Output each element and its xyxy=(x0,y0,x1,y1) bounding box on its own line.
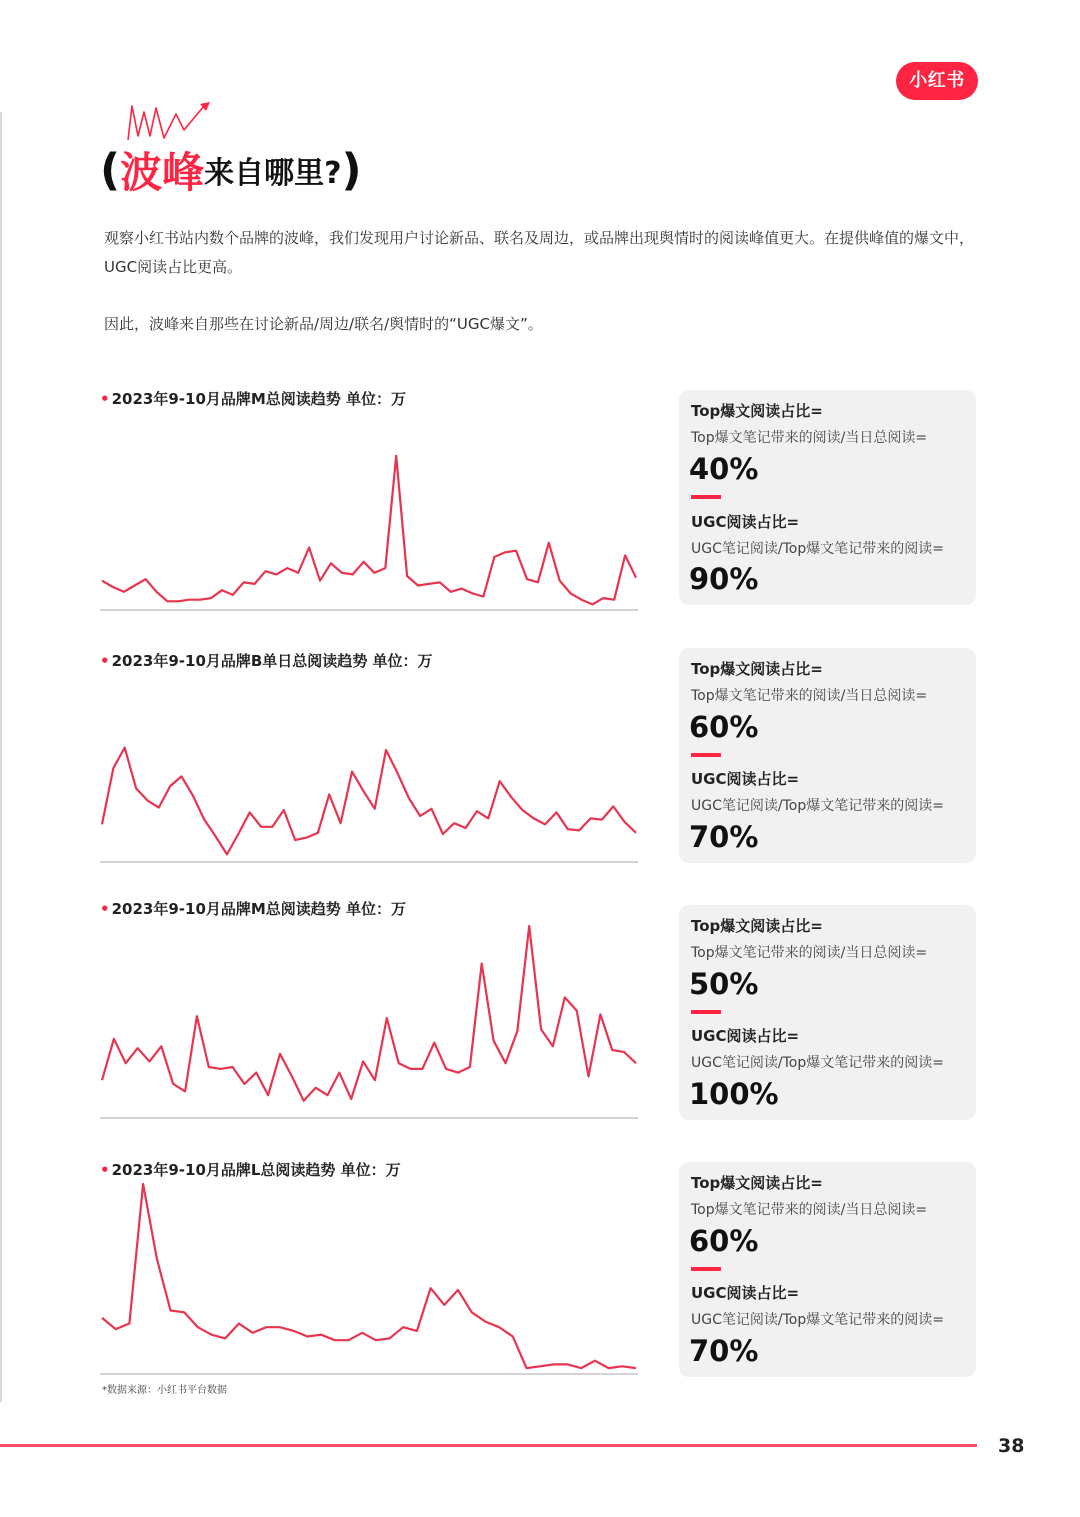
left-rule xyxy=(0,112,2,1402)
chart-title-text: 2023年9-10月品牌M总阅读趋势 单位：万 xyxy=(111,390,407,408)
title-highlight: 波峰 xyxy=(120,148,205,197)
intro-paragraph-2: 因此，波峰来自那些在讨论新品/周边/联名/舆情时的“UGC爆文”。 xyxy=(104,315,543,333)
title-open-paren: ( xyxy=(100,144,121,196)
data-source-note: *数据来源：小红书平台数据 xyxy=(102,1385,227,1396)
bullet-dot-icon: • xyxy=(100,1161,110,1179)
wave-arrow-icon xyxy=(122,100,222,144)
top-ratio-label: Top爆文阅读占比= xyxy=(691,660,823,678)
top-ratio-label: Top爆文阅读占比= xyxy=(691,917,823,935)
chart-title-text: 2023年9-10月品牌M总阅读趋势 单位：万 xyxy=(111,900,407,918)
top-ratio-label: Top爆文阅读占比= xyxy=(691,402,823,420)
divider-accent xyxy=(691,1267,721,1271)
divider-accent xyxy=(691,495,721,499)
top-ratio-formula: Top爆文笔记带来的阅读/当日总阅读= xyxy=(691,688,928,704)
stat-card xyxy=(679,648,976,863)
bullet-dot-icon: • xyxy=(100,390,110,408)
ugc-ratio-label: UGC阅读占比= xyxy=(691,770,800,788)
ugc-ratio-value: 100% xyxy=(689,1077,779,1111)
ugc-ratio-formula: UGC笔记阅读/Top爆文笔记带来的阅读= xyxy=(691,1055,944,1071)
series-line xyxy=(102,456,636,605)
line-chart-brand-b xyxy=(96,730,642,868)
series-line xyxy=(102,748,636,855)
chart-title xyxy=(100,388,406,409)
page-number: 38 xyxy=(998,1435,1025,1457)
bullet-dot-icon: • xyxy=(100,900,110,918)
ugc-ratio-value: 70% xyxy=(689,820,759,854)
top-ratio-label: Top爆文阅读占比= xyxy=(691,1174,823,1192)
line-chart-brand-m-1 xyxy=(96,440,642,616)
footer-rule xyxy=(0,1444,977,1447)
title-close-paren: ) xyxy=(341,144,362,196)
ugc-ratio-formula: UGC笔记阅读/Top爆文笔记带来的阅读= xyxy=(691,541,944,557)
top-ratio-value: 40% xyxy=(689,452,759,486)
xiaohongshu-logo: 小红书 xyxy=(896,62,978,100)
stat-card xyxy=(679,390,976,605)
ugc-ratio-label: UGC阅读占比= xyxy=(691,1284,800,1302)
ugc-ratio-formula: UGC笔记阅读/Top爆文笔记带来的阅读= xyxy=(691,1312,944,1328)
chart-title-text: 2023年9-10月品牌B单日总阅读趋势 单位：万 xyxy=(111,652,433,670)
divider-accent xyxy=(691,1010,721,1014)
stat-card xyxy=(679,905,976,1120)
ugc-ratio-value: 70% xyxy=(689,1334,759,1368)
ugc-ratio-label: UGC阅读占比= xyxy=(691,513,800,531)
chart-title xyxy=(100,650,433,671)
stat-card xyxy=(679,1162,976,1377)
ugc-ratio-label: UGC阅读占比= xyxy=(691,1027,800,1045)
top-ratio-value: 60% xyxy=(689,1224,759,1258)
top-ratio-value: 60% xyxy=(689,710,759,744)
top-ratio-formula: Top爆文笔记带来的阅读/当日总阅读= xyxy=(691,1202,928,1218)
line-chart-brand-l xyxy=(96,1176,642,1380)
title-rest: 来自哪里? xyxy=(204,156,342,191)
line-chart-brand-m-2 xyxy=(96,918,642,1124)
series-line xyxy=(102,1184,636,1368)
top-ratio-formula: Top爆文笔记带来的阅读/当日总阅读= xyxy=(691,430,928,446)
intro-paragraph-1: 观察小红书站内数个品牌的波峰，我们发现用户讨论新品、联名及周边，或品牌出现舆情时的阅读峰值更大。在提供峰值的爆文中，UGC阅读占比更高。 xyxy=(104,229,975,276)
chart-title-text: 2023年9-10月品牌L总阅读趋势 单位：万 xyxy=(111,1161,401,1179)
ugc-ratio-formula: UGC笔记阅读/Top爆文笔记带来的阅读= xyxy=(691,798,944,814)
bullet-dot-icon: • xyxy=(100,652,110,670)
divider-accent xyxy=(691,753,721,757)
page-title xyxy=(100,100,520,200)
top-ratio-value: 50% xyxy=(689,967,759,1001)
ugc-ratio-value: 90% xyxy=(689,562,759,596)
chart-title xyxy=(100,898,406,919)
top-ratio-formula: Top爆文笔记带来的阅读/当日总阅读= xyxy=(691,945,928,961)
series-line xyxy=(102,926,636,1101)
